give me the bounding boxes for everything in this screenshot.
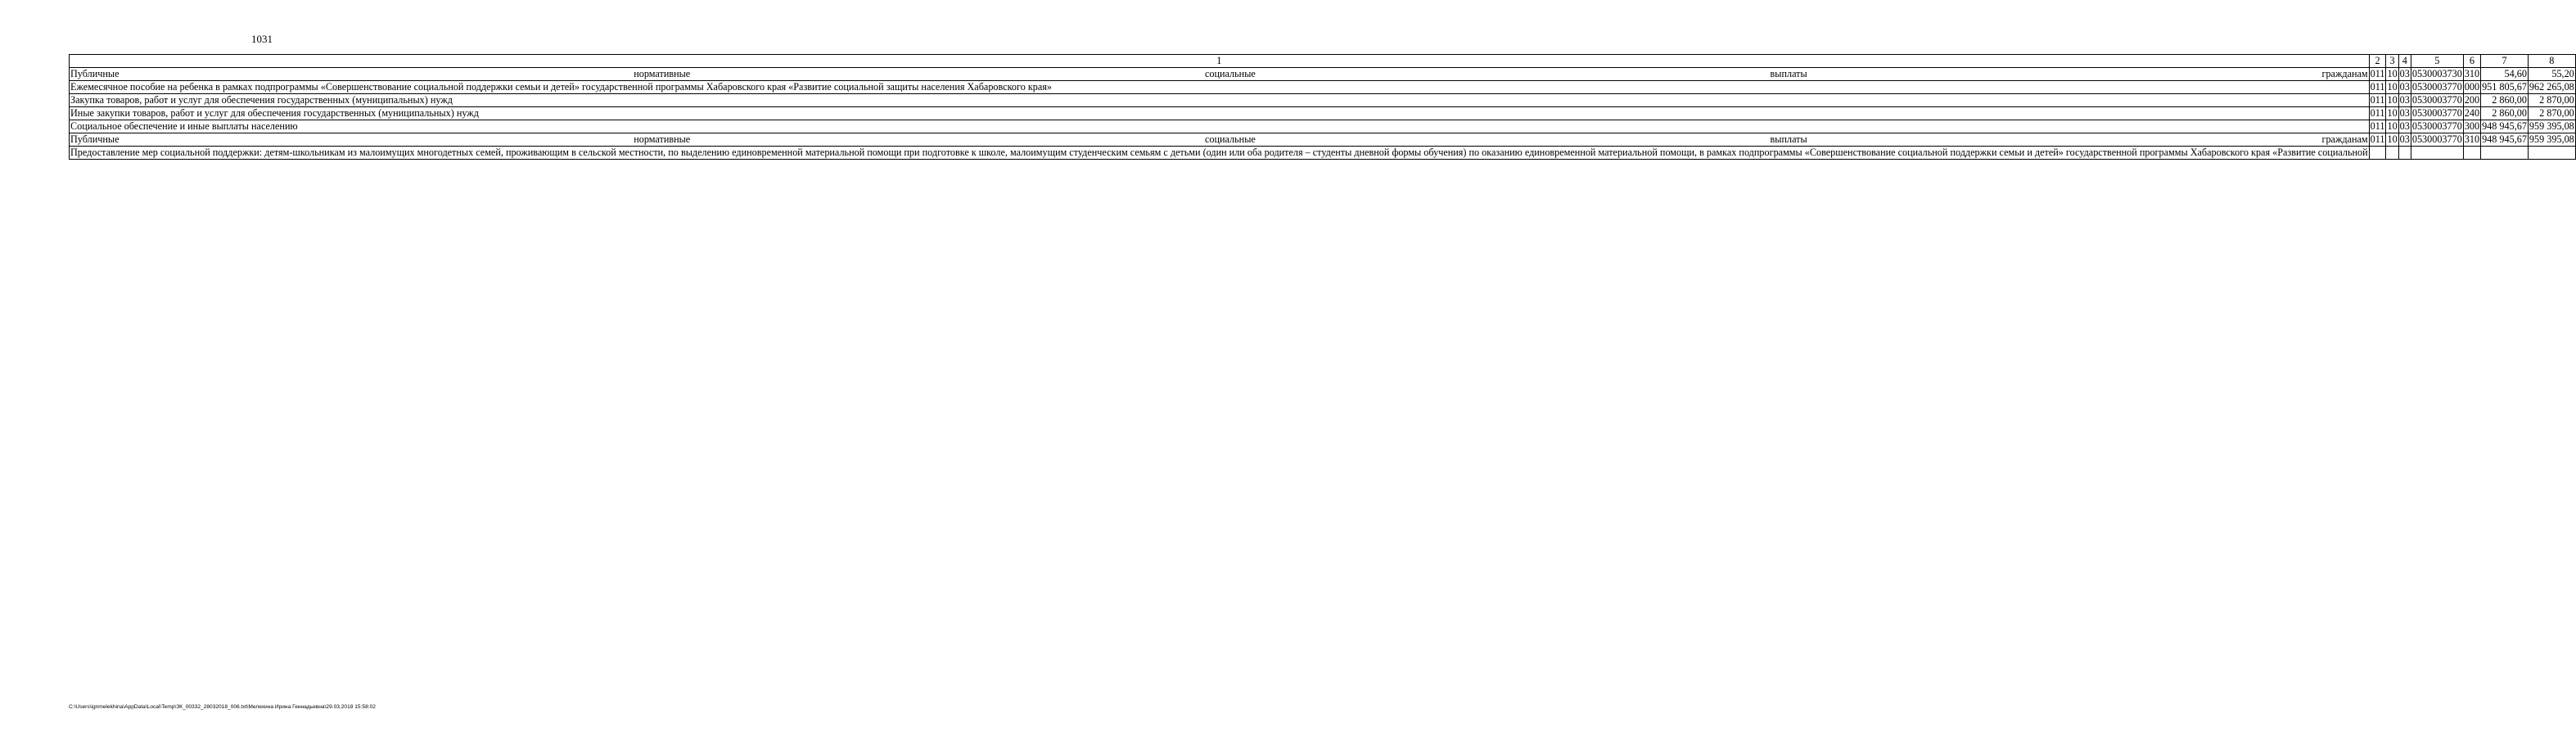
cell-amount-year1: 948 945,67 bbox=[2482, 133, 2527, 145]
table-row bbox=[70, 120, 2576, 133]
cell-target-article: 0530003770 bbox=[2411, 133, 2462, 145]
cell-admin-code: 011 bbox=[2370, 68, 2385, 79]
cell-section: 10 bbox=[2387, 94, 2398, 106]
cell-subsection: 03 bbox=[2399, 107, 2410, 119]
column-header-5: 5 bbox=[2411, 55, 2463, 68]
cell-target-article: 0530003770 bbox=[2411, 107, 2462, 119]
cell-amount-year1 bbox=[2481, 147, 2529, 160]
cell-amount-year1: 2 860,00 bbox=[2481, 107, 2529, 120]
cell-amount-year2: 959 395,08 bbox=[2529, 120, 2574, 132]
cell-amount-year1: 948 945,67 bbox=[2482, 120, 2527, 132]
row-name: Ежемесячное пособие на ребенка в рамках подпрограммы «Совершенствование социальной поддержки семьи и детей» государственной программы Хабаровского края «Развитие социальной защиты населения Хабаровского края» bbox=[70, 81, 2370, 94]
table-row bbox=[70, 133, 2576, 147]
cell-admin-code: 011 bbox=[2370, 107, 2385, 119]
cell-subsection: 03 bbox=[2399, 68, 2410, 79]
cell-subsection: 03 bbox=[2399, 133, 2410, 145]
cell-amount-year2: 959 395,08 bbox=[2529, 133, 2574, 145]
cell-expense-type: 310 bbox=[2464, 68, 2480, 79]
table-row bbox=[70, 147, 2576, 160]
cell-amount-year2: 962 265,08 bbox=[2529, 81, 2574, 93]
cell-expense-type: 300 bbox=[2464, 120, 2480, 132]
cell-expense-type: 310 bbox=[2464, 133, 2480, 145]
cell-subsection bbox=[2398, 147, 2411, 160]
column-header-1: 1 bbox=[70, 55, 2370, 68]
cell-section bbox=[2386, 147, 2398, 160]
row-name: Закупка товаров, работ и услуг для обеспечения государственных (муниципальных) нужд bbox=[70, 94, 2370, 107]
footer-file-path: C:\Users\ignmelekhina\AppData\Local\Temp\ЗК_00332_28032018_006.txt\Мелехина Ирина Геннадьевна\29.03.2018 15:58:02 bbox=[69, 704, 376, 710]
column-header-3: 3 bbox=[2386, 55, 2398, 68]
row-name: Социальное обеспечение и иные выплаты населению bbox=[70, 120, 2370, 133]
cell-target-article: 0530003730 bbox=[2411, 68, 2462, 79]
cell-amount-year2: 55,20 bbox=[2528, 68, 2575, 81]
row-name: Публичные нормативные социальные выплаты гражданам bbox=[70, 133, 2368, 145]
cell-section: 10 bbox=[2387, 120, 2398, 132]
cell-section: 10 bbox=[2387, 107, 2398, 119]
page-number: 1031 bbox=[251, 33, 273, 45]
cell-target-article bbox=[2411, 147, 2463, 160]
cell-amount-year2: 2 870,00 bbox=[2528, 94, 2575, 107]
cell-target-article: 0530003770 bbox=[2411, 94, 2462, 106]
cell-subsection: 03 bbox=[2399, 81, 2410, 93]
cell-admin-code: 011 bbox=[2370, 133, 2385, 145]
cell-amount-year2 bbox=[2528, 147, 2575, 160]
budget-table bbox=[69, 54, 2576, 160]
table-row bbox=[70, 81, 2576, 94]
table-row bbox=[70, 94, 2576, 107]
cell-amount-year2: 2 870,00 bbox=[2528, 107, 2575, 120]
cell-subsection: 03 bbox=[2399, 120, 2410, 132]
column-header-2: 2 bbox=[2369, 55, 2386, 68]
table-row bbox=[70, 68, 2576, 81]
cell-section: 10 bbox=[2387, 68, 2398, 79]
cell-admin-code: 011 bbox=[2370, 94, 2385, 106]
cell-expense-type: 240 bbox=[2464, 107, 2480, 119]
cell-amount-year1: 951 805,67 bbox=[2482, 81, 2527, 93]
row-name: Предоставление мер социальной поддержки: детям-школьникам из малоимущих многодетных семей, проживающим в сельской местности, по выделению единовременной материальной помощи при подготовке к школе, малоимущим студенческим семьям с детьми (один или оба родителя – студенты дневной формы обучения) по оказанию единовременной материальной помощи, в рамках подпрограммы «Совершенствование социальной поддержки семьи и детей» государственной программы Хабаровского края «Развитие социальной bbox=[70, 147, 2368, 158]
cell-subsection: 03 bbox=[2399, 94, 2410, 106]
row-name: Иные закупки товаров, работ и услуг для обеспечения государственных (муниципальных) нужд bbox=[70, 107, 2370, 120]
column-header-8: 8 bbox=[2528, 55, 2575, 68]
cell-expense-type: 200 bbox=[2464, 94, 2480, 106]
cell-expense-type: 000 bbox=[2464, 81, 2480, 93]
column-header-4: 4 bbox=[2398, 55, 2411, 68]
cell-target-article: 0530003770 bbox=[2411, 120, 2462, 132]
cell-admin-code: 011 bbox=[2370, 81, 2385, 93]
table-row bbox=[70, 107, 2576, 120]
cell-admin-code bbox=[2369, 147, 2386, 160]
row-name: Публичные нормативные социальные выплаты гражданам bbox=[70, 68, 2368, 79]
cell-admin-code: 011 bbox=[2370, 120, 2385, 132]
header-row bbox=[70, 55, 2576, 68]
cell-amount-year1: 54,60 bbox=[2481, 68, 2529, 81]
column-header-7: 7 bbox=[2481, 55, 2529, 68]
cell-amount-year1: 2 860,00 bbox=[2481, 94, 2529, 107]
column-header-6: 6 bbox=[2463, 55, 2480, 68]
cell-expense-type bbox=[2463, 147, 2480, 160]
cell-section: 10 bbox=[2387, 81, 2398, 93]
cell-section: 10 bbox=[2387, 133, 2398, 145]
cell-target-article: 0530003770 bbox=[2411, 81, 2462, 93]
